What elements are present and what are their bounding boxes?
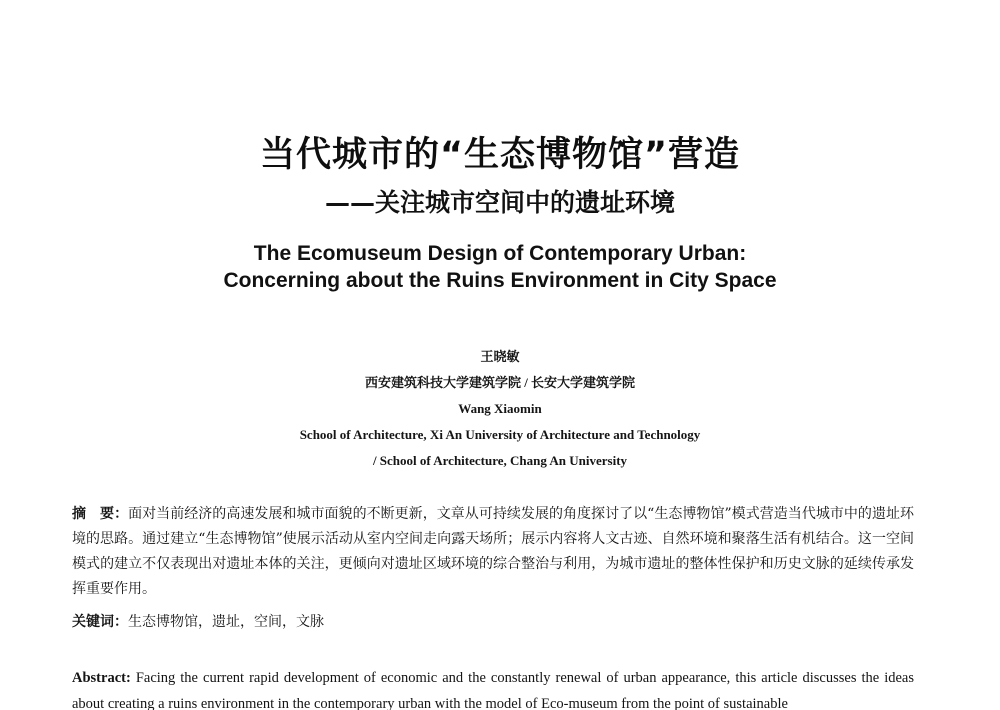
author-affiliation-en-line2: / School of Architecture, Chang An University: [372, 453, 628, 468]
abstract-en-label: Abstract:: [72, 670, 131, 686]
author-block: [0, 344, 1000, 474]
keywords-zh-label: 关键词：: [72, 614, 128, 630]
paper-title-zh: 当代城市的“生态博物馆”营造: [259, 135, 740, 175]
author-name-zh: 王晓敏: [480, 349, 520, 364]
paper-title-en: [0, 240, 1000, 294]
abstract-en: [72, 665, 914, 710]
author-affiliation-zh: 西安建筑科技大学建筑学院 / 长安大学建筑学院: [364, 375, 636, 390]
abstract-en-text: Facing the current rapid development of economic and the constantly renewal of urban appearance, this article discusses the ideas about creating a ruins environment in the contemporary urban with the model of Eco-museum from the point of sustainable: [72, 670, 914, 710]
abstract-zh-text: 面对当前经济的高速发展和城市面貌的不断更新，文章从可持续发展的角度探讨了以“生态博物馆”模式营造当代城市中的遗址环境的思路。通过建立“生态博物馆”使展示活动从室内空间走向露天场所；展示内容将人文古迹、自然环境和聚落生活有机结合。这一空间模式的建立不仅表现出对遗址本体的关注，更倾向对遗址区域环境的综合整治与利用，为城市遗址的整体性保护和历史文脉的延续传承发挥重要作用。: [72, 506, 915, 597]
paper-title-en-line2: Concerning about the Ruins Environment in City Space: [223, 269, 777, 292]
author-name-en: Wang Xiaomin: [458, 401, 542, 416]
paper-subtitle-zh: ——关注城市空间中的遗址环境: [324, 188, 675, 217]
paper-title-en-line1: The Ecomuseum Design of Contemporary Urban:: [253, 242, 747, 265]
keywords-zh: [72, 611, 914, 633]
author-affiliation-en-line1: School of Architecture, Xi An University of Architecture and Technology: [299, 427, 701, 442]
keywords-zh-text: 生态博物馆，遗址，空间，文脉: [128, 614, 324, 630]
abstract-zh: [72, 502, 914, 602]
abstract-zh-label: 摘 要：: [72, 506, 129, 522]
